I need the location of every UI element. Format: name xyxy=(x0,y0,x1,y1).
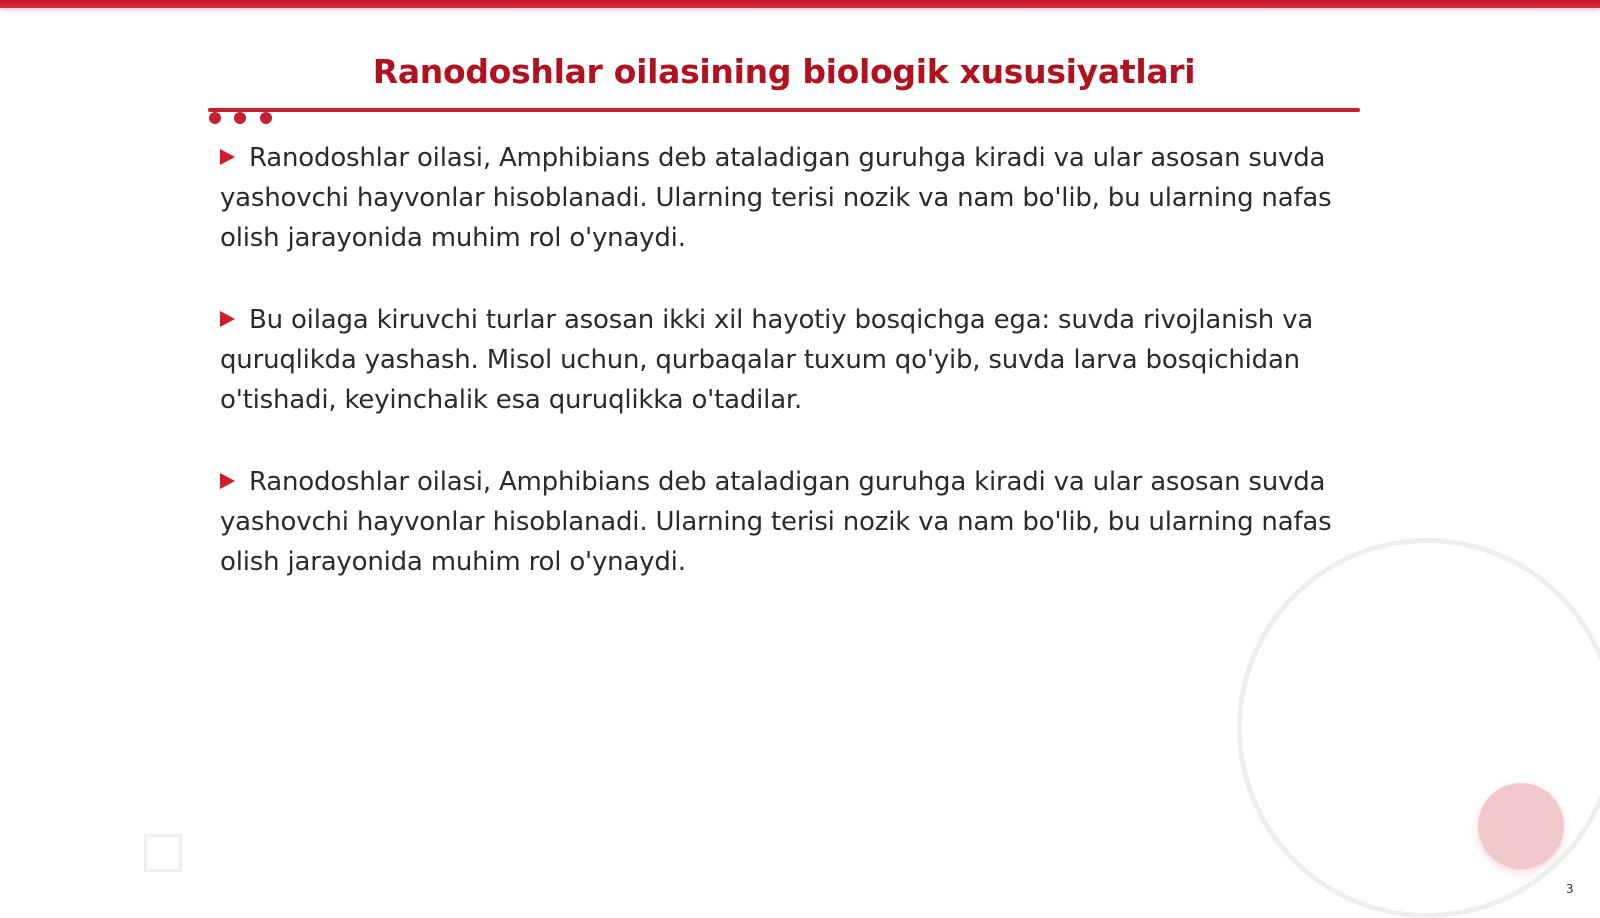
decorative-blob xyxy=(1478,783,1564,869)
decorative-dot-icon xyxy=(234,112,246,124)
title-underline xyxy=(208,108,1360,112)
triangle-right-icon xyxy=(220,149,235,165)
bullet-text: Bu oilaga kiruvchi turlar asosan ikki xil hayotiy bosqichga ega: suvda rivojlanish va quruqlikda yashash. Misol uchun, qurbaqalar tuxum qo'yib, suvda larva bosqichidan o'tishadi, keyinchalik esa quruqlikka o'tadilar. xyxy=(220,305,1314,415)
bullet-item xyxy=(220,300,1360,420)
bullet-list xyxy=(220,138,1360,624)
decorative-dot-icon xyxy=(260,112,272,124)
bullet-text: Ranodoshlar oilasi, Amphibians deb ataladigan guruhga kiradi va ular asosan suvda yashovchi hayvonlar hisoblanadi. Ularning terisi nozik va nam bo'lib, bu ularning nafas olish jarayonida muhim rol o'ynaydi. xyxy=(220,467,1332,577)
bullet-item xyxy=(220,138,1360,258)
slide-number: 3 xyxy=(1566,882,1574,896)
triangle-right-icon xyxy=(220,311,235,327)
decorative-dot-icon xyxy=(209,112,221,124)
decorative-square xyxy=(144,834,182,872)
bullet-item xyxy=(220,462,1360,582)
slide-title: Ranodoshlar oilasining biologik xususiyatlari xyxy=(372,52,1196,91)
top-accent-bar xyxy=(0,0,1600,8)
bullet-text: Ranodoshlar oilasi, Amphibians deb ataladigan guruhga kiradi va ular asosan suvda yashovchi hayvonlar hisoblanadi. Ularning terisi nozik va nam bo'lib, bu ularning nafas olish jarayonida muhim rol o'ynaydi. xyxy=(220,143,1332,253)
triangle-right-icon xyxy=(220,473,235,489)
